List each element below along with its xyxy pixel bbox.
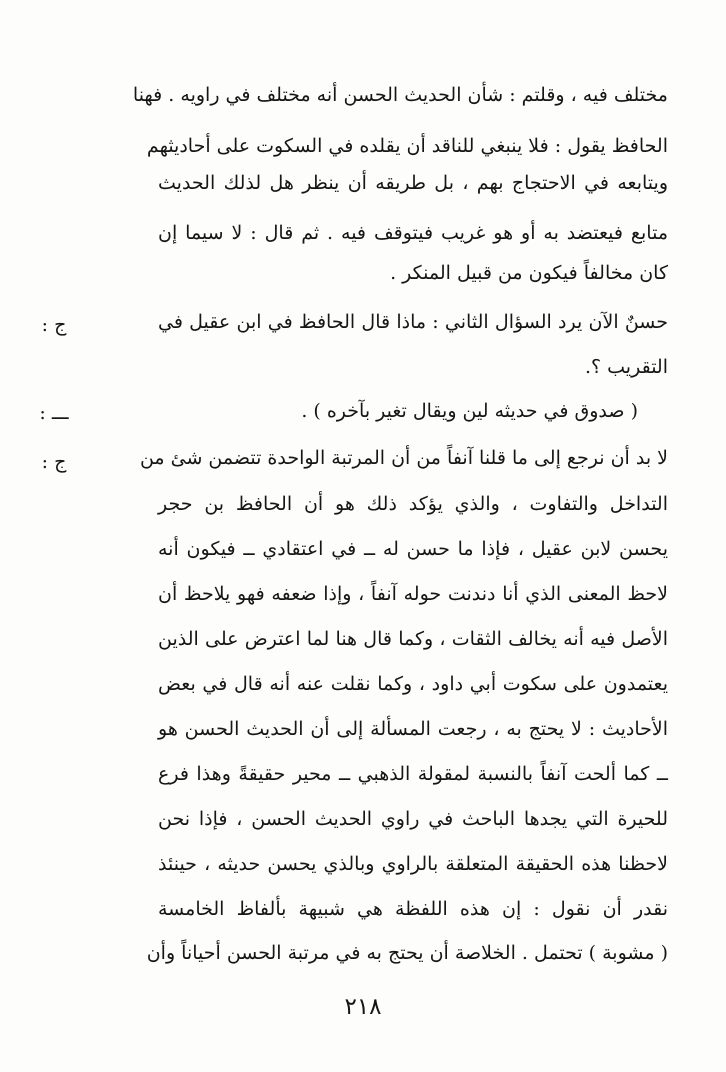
answer-marker: ج :: [41, 314, 67, 336]
text-line: متابع فيعتضد به أو هو غريب فيتوقف فيه . ثم قال : لا سيما إن: [158, 222, 668, 244]
text-line: ــ كما ألحت آنفاً بالنسبة لمقولة الذهبي ــ محير حقيقةً وهذا فرع: [158, 763, 668, 785]
answer-marker: ج :: [41, 451, 67, 473]
text-line: ( مشوبة ) تحتمل . الخلاصة أن يحتج به في مرتبة الحسن أحياناً وأن: [146, 942, 668, 964]
text-line: مختلف فيه ، وقلتم : شأن الحديث الحسن أنه مختلف في راويه . فهنا: [132, 84, 668, 106]
text-line: نقدر أن نقول : إن هذه اللفظة هي شبيهة بألفاظ الخامسة: [158, 898, 668, 920]
text-line: الحافظ يقول : فلا ينبغي للناقد أن يقلده في السكوت على أحاديثهم: [146, 135, 668, 157]
text-line: الأصل فيه أنه يخالف الثقات ، وكما قال هنا لما اعترض على الذين: [158, 628, 668, 650]
text-line: يحسن لابن عقيل ، فإذا ما حسن له ــ في اعتقادي ــ فيكون أنه: [158, 538, 668, 560]
text-line: للحيرة التي يجدها الباحث في راوي الحديث الحسن ، فإذا نحن: [158, 808, 668, 830]
text-line: حسنٌ الآن يرد السؤال الثاني : ماذا قال الحافظ في ابن عقيل في: [158, 311, 668, 333]
page-number: ٢١٨: [344, 994, 382, 1020]
text-line: التداخل والتفاوت ، والذي يؤكد ذلك هو أن الحافظ بن حجر: [158, 493, 668, 515]
text-line: لا بد أن نرجع إلى ما قلنا آنفاً من أن المرتبة الواحدة تتضمن شئ من: [139, 447, 668, 469]
text-line: ويتابعه في الاحتجاج بهم ، بل طريقه أن ينظر هل لذلك الحديث: [158, 172, 668, 194]
question-marker: ـــ :: [39, 402, 69, 424]
text-line: التقريب ؟.: [584, 356, 668, 378]
text-line: الأحاديث : لا يحتج به ، رجعت المسألة إلى أن الحديث الحسن هو: [158, 718, 668, 740]
text-line: كان مخالفاً فيكون من قبيل المنكر .: [390, 262, 668, 284]
text-line: لاحظنا هذه الحقيقة المتعلقة بالراوي وبالذي يحسن حديثه ، حينئذ: [158, 853, 668, 875]
text-line: يعتمدون على سكوت أبي داود ، وكما نقلت عنه أنه قال في بعض: [158, 673, 668, 695]
text-line: ( صدوق في حديثه لين ويقال تغير بآخره ) .: [301, 400, 638, 422]
text-line: لاحظ المعنى الذي أنا دندنت حوله آنفاً ، وإذا ضعفه فهو يلاحظ أن: [158, 583, 668, 605]
